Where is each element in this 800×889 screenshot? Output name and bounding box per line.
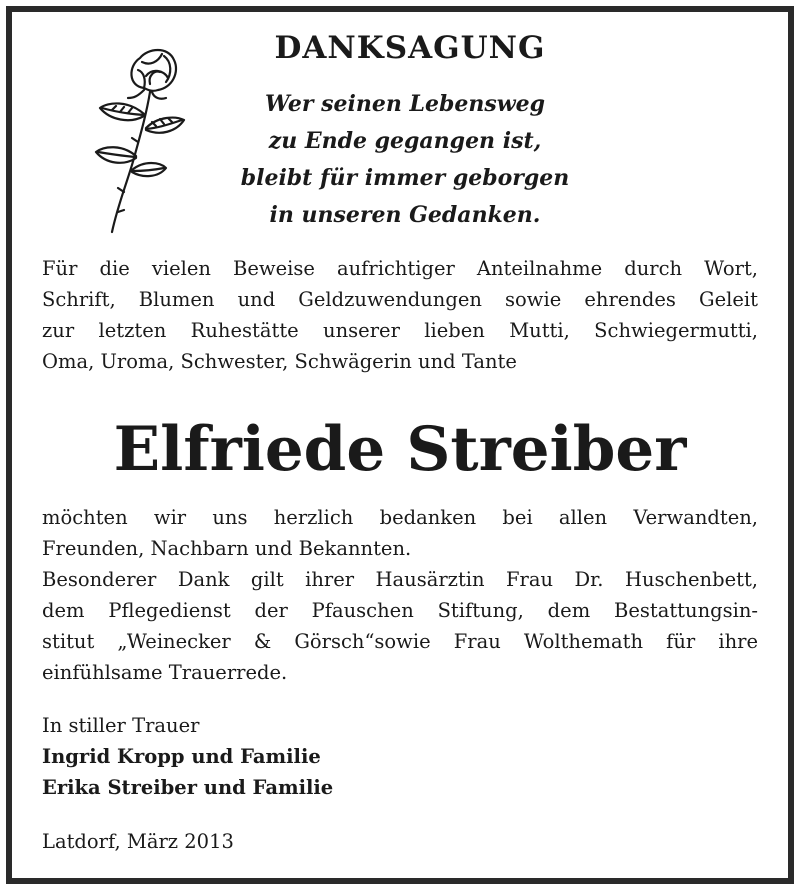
paragraph-line: möchten wir uns herzlich bedanken bei allen Verwandten, [42,506,758,529]
rose-icon [88,36,198,236]
heading: DANKSAGUNG [274,30,546,66]
paragraph-line: Freunden, Nachbarn und Bekannten. [42,537,412,560]
thanks-paragraph [42,253,758,377]
signature-intro: In stiller Trauer [42,714,200,737]
paragraph-line: Besonderer Dank gilt ihrer Hausärztin Frau Dr. Huschenbett, [42,568,758,591]
paragraph-line: Schrift, Blumen und Geldzuwendungen sowie ehrendes Geleit [42,288,758,311]
gratitude-paragraph [42,502,758,688]
signature-family: Erika Streiber und Familie [42,776,334,799]
paragraph-line: dem Pflegedienst der Pfauschen Stiftung, dem Bestattungsin- [42,599,758,622]
motto [200,86,610,234]
paragraph-line: stitut „Weinecker & Görsch“sowie Frau Wolthemath für ihre [42,630,758,653]
deceased-name: Elfriede Streiber [113,414,687,485]
paragraph-line: zur letzten Ruhestätte unserer lieben Mutti, Schwiegermutti, [42,319,758,342]
paragraph-line: Oma, Uroma, Schwester, Schwägerin und Tante [42,350,517,373]
motto-line: in unseren Gedanken. [269,202,541,228]
signature [42,710,333,803]
motto-line: Wer seinen Lebensweg [264,91,546,117]
paragraph-line: Für die vielen Beweise aufrichtiger Anteilnahme durch Wort, [42,257,758,280]
signature-family: Ingrid Kropp und Familie [42,745,321,768]
motto-line: zu Ende gegangen ist, [268,128,542,154]
motto-line: bleibt für immer geborgen [240,165,570,191]
place-date: Latdorf, März 2013 [42,830,234,853]
paragraph-line: einfühlsame Trauerrede. [42,661,288,684]
